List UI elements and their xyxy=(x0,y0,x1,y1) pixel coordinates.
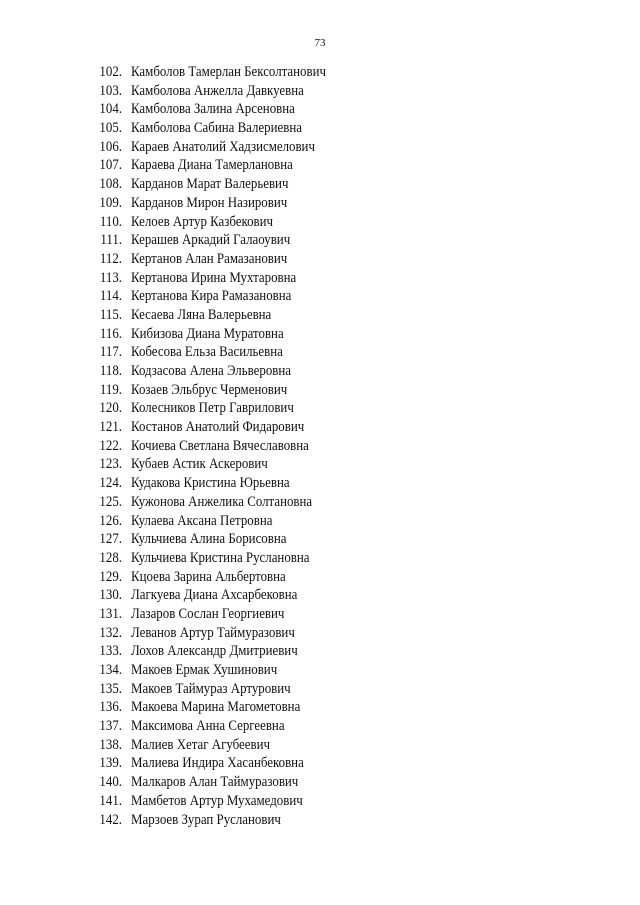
entry-number: 121. xyxy=(99,419,122,436)
entry-number: 106. xyxy=(99,138,122,155)
entry-number: 103. xyxy=(99,82,122,99)
entry-number: 111. xyxy=(100,232,122,249)
entry-number: 129. xyxy=(99,568,122,585)
entry-number: 113. xyxy=(99,269,122,286)
entry-number: 109. xyxy=(99,194,122,211)
entry-number: 123. xyxy=(99,456,122,473)
entry-full-name: Камболова Залина Арсеновна xyxy=(131,101,295,118)
entry-number: 131. xyxy=(99,605,122,622)
entry-full-name: Марзоев Зурап Русланович xyxy=(131,811,281,828)
entry-full-name: Малиев Хетаг Агубеевич xyxy=(131,736,270,753)
entry-full-name: Кертанова Ирина Мухтаровна xyxy=(131,269,297,286)
entry-number: 120. xyxy=(99,400,122,417)
entry-number: 133. xyxy=(99,643,122,660)
entry-full-name: Кертанов Алан Рамазанович xyxy=(131,250,288,267)
entry-number: 132. xyxy=(99,624,122,641)
entry-full-name: Макоев Таймураз Артурович xyxy=(131,680,291,697)
entry-full-name: Козаев Эльбрус Черменович xyxy=(131,381,288,398)
entry-number: 125. xyxy=(99,493,122,510)
entry-number: 104. xyxy=(99,101,122,118)
entry-full-name: Камболова Сабина Валериевна xyxy=(131,120,302,137)
entry-number: 119. xyxy=(99,381,122,398)
entry-full-name: Карданов Мирон Назирович xyxy=(131,194,288,211)
entry-full-name: Кесаева Ляна Валерьевна xyxy=(131,306,272,323)
entry-full-name: Кцоева Зарина Альбертовна xyxy=(131,568,286,585)
entry-full-name: Малиева Индира Хасанбековна xyxy=(131,755,304,772)
entry-full-name: Колесников Петр Гаврилович xyxy=(131,400,294,417)
entry-full-name: Кертанова Кира Рамазановна xyxy=(131,288,292,305)
entry-full-name: Кочиева Светлана Вячеславовна xyxy=(131,437,309,454)
entry-full-name: Мамбетов Артур Мухамедович xyxy=(131,792,303,809)
entry-number: 134. xyxy=(99,662,122,678)
entry-number: 116. xyxy=(99,325,122,342)
entry-number: 112. xyxy=(99,250,122,267)
entry-number: 110. xyxy=(99,213,122,230)
entry-number: 135. xyxy=(99,680,122,697)
entry-number: 139. xyxy=(99,755,122,772)
entry-full-name: Карданов Марат Валерьевич xyxy=(131,176,289,193)
entry-number: 127. xyxy=(99,531,122,548)
entry-number: 141. xyxy=(99,792,122,809)
entry-number: 140. xyxy=(99,774,122,791)
entry-number: 107. xyxy=(99,157,122,174)
entry-number: 115. xyxy=(99,306,122,323)
entry-number: 137. xyxy=(99,718,122,735)
entry-full-name: Макоев Ермак Хушинович xyxy=(131,662,278,678)
entry-full-name: Камболов Тамерлан Бексолтанович xyxy=(131,64,327,80)
entry-number: 108. xyxy=(99,176,122,193)
entry-full-name: Лазаров Сослан Георгиевич xyxy=(131,605,285,622)
entry-full-name: Лагкуева Диана Ахсарбековна xyxy=(131,587,298,604)
entry-number: 136. xyxy=(99,699,122,716)
entry-number: 105. xyxy=(99,120,122,137)
entry-number: 124. xyxy=(99,475,122,492)
entry-full-name: Костанов Анатолий Фидарович xyxy=(131,419,305,436)
entry-number: 126. xyxy=(99,512,122,529)
entry-full-name: Кудакова Кристина Юрьевна xyxy=(131,475,290,492)
entry-full-name: Кульчиева Кристина Руслановна xyxy=(131,549,310,566)
entry-full-name: Лохов Александр Дмитриевич xyxy=(131,643,298,660)
entry-full-name: Кобесова Ельза Васильевна xyxy=(131,344,283,361)
entry-number: 138. xyxy=(99,736,122,753)
entry-full-name: Керашев Аркадий Галаоувич xyxy=(131,232,291,249)
entry-full-name: Кодзасова Алена Эльверовна xyxy=(131,363,292,379)
entry-number: 114. xyxy=(99,288,122,305)
entry-full-name: Кулаева Аксана Петровна xyxy=(131,512,273,529)
entry-number: 130. xyxy=(99,587,122,604)
entry-full-name: Караева Диана Тамерлановна xyxy=(131,157,293,174)
entry-number: 128. xyxy=(99,549,122,566)
entry-full-name: Малкаров Алан Таймуразович xyxy=(131,774,299,791)
entry-number: 118. xyxy=(99,363,122,379)
entry-full-name: Максимова Анна Сергеевна xyxy=(131,718,285,735)
entry-full-name: Келоев Артур Казбекович xyxy=(131,213,274,230)
entry-number: 122. xyxy=(99,437,122,454)
entry-full-name: Кибизова Диана Муратовна xyxy=(131,325,284,342)
entry-full-name: Макоева Марина Магометовна xyxy=(131,699,301,716)
entry-full-name: Караев Анатолий Хадзисмелович xyxy=(131,138,315,155)
page-number: 73 xyxy=(314,37,326,49)
entry-number: 102. xyxy=(99,64,122,80)
entry-number: 117. xyxy=(99,344,122,361)
entry-full-name: Кульчиева Алина Борисовна xyxy=(131,531,287,548)
entry-full-name: Кужонова Анжелика Солтановна xyxy=(131,493,313,510)
entry-full-name: Кубаев Астик Аскерович xyxy=(131,456,268,473)
entry-full-name: Леванов Артур Таймуразович xyxy=(131,624,295,641)
entry-full-name: Камболова Анжелла Давкуевна xyxy=(131,82,304,99)
entry-number: 142. xyxy=(99,811,122,828)
